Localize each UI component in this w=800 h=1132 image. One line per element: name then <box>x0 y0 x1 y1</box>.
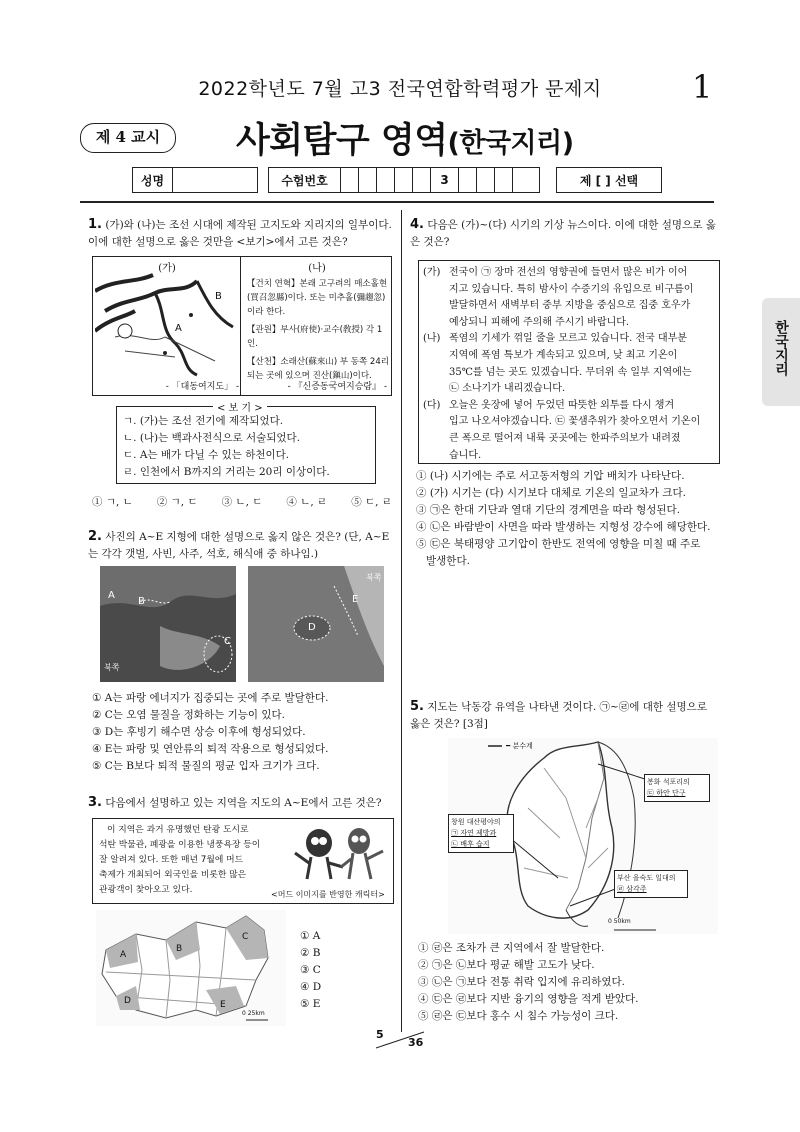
question-2 <box>88 528 394 563</box>
map-label-b: B <box>176 944 183 954</box>
news-tag: (가) <box>423 267 441 278</box>
choice-2[interactable]: ② (가) 시기는 (다) 시기보다 대체로 기온의 일교차가 크다. <box>416 487 686 499</box>
question-number: 5. <box>410 699 424 714</box>
book-excerpt <box>247 277 391 383</box>
side-tab-label: 한국지리 <box>773 320 789 376</box>
callout-busan <box>614 870 688 898</box>
book-line: 되는 곳에 있으며 진산(鎭山)이다. <box>247 371 372 381</box>
news-line: 습니다. <box>449 449 482 461</box>
map-scale: 0 50km <box>608 918 631 925</box>
exam-number-cell[interactable] <box>359 168 377 192</box>
news-line: 발달하면서 새벽부터 중부 지방을 중심으로 집중 호우가 <box>449 300 691 312</box>
callout-line: ㉢ 하안 단구 <box>647 789 686 797</box>
question-4 <box>410 216 720 251</box>
map-legend: ━ 분수계 <box>506 742 533 750</box>
choice-3[interactable]: ③ ㉡은 ㉠보다 전통 취락 입지에 유리하였다. <box>418 976 626 988</box>
callout-line: ㉡ 배후 습지 <box>451 840 490 848</box>
choice-3[interactable]: ③ D는 후빙기 해수면 상승 이후에 형성되었다. <box>92 726 306 738</box>
news-tag: (나) <box>423 333 441 345</box>
choice-2[interactable]: ② C는 오염 물질을 정화하는 기능이 있다. <box>92 709 285 721</box>
question-3 <box>88 794 394 812</box>
description-line: 이 지역은 과거 유명했던 탄광 도시로 <box>107 825 249 835</box>
q1-source-box <box>92 256 392 396</box>
news-body <box>449 265 693 331</box>
period-badge: 제 4 교시 <box>80 123 176 153</box>
map-label-ga: (가) <box>158 263 176 274</box>
aerial-photo-1 <box>100 566 236 682</box>
subject-main: 사회탐구 영역 <box>236 121 448 161</box>
choice-1[interactable]: ① ㉣은 조차가 큰 지역에서 잘 발달한다. <box>418 942 605 954</box>
map-label-d: D <box>124 996 131 1006</box>
q3-choices <box>300 928 360 1013</box>
news-line: 전국이 ㉠ 장마 전선의 영향권에 들면서 많은 비가 이어 <box>449 267 688 278</box>
q3-description <box>99 823 260 898</box>
book-line: 【건치 연혁】본래 고구려의 매소홀현 <box>247 279 388 289</box>
question-1 <box>88 216 394 251</box>
book-line: (買召忽縣)이다. 또는 미추홀(彌趨忽) <box>247 293 386 303</box>
north-marker: 북쪽 <box>366 573 382 582</box>
question-stem: 지도는 낙동강 유역을 나타낸 것이다. ㉠~㉣에 대한 설명으로 옳은 것은? [3점] <box>410 701 707 730</box>
question-5 <box>410 698 720 733</box>
news-line: 지역에 폭염 특보가 계속되고 있으며, 낮 최고 기온이 <box>449 349 678 361</box>
choice-5[interactable]: ⑤ E <box>300 998 321 1010</box>
bogi-item: ㄴ. (나)는 백과사전식으로 서술되었다. <box>123 432 301 444</box>
choice-4[interactable]: ④ ㉡은 바람받이 사면을 따라 발생하는 지형성 강수에 해당한다. <box>416 521 711 533</box>
map-point-b: B <box>215 291 222 302</box>
choice-1[interactable]: ① A <box>300 930 321 942</box>
choice-1[interactable]: ① (나) 시기에는 주로 서고동저형의 기압 배치가 나타난다. <box>416 470 685 482</box>
geography-book-panel <box>243 257 391 395</box>
question-stem: 다음은 (가)~(다) 시기의 기상 뉴스이다. 이에 대한 설명으로 옳은 것은? <box>410 219 716 248</box>
exam-number-box <box>268 167 540 193</box>
question-stem: (가)와 (나)는 조선 시대에 제작된 고지도와 지리지의 일부이다. 이에 대한 설명으로 옳은 것만을 <보기>에서 고른 것은? <box>88 219 392 248</box>
description-line: 관광객이 찾아오고 있다. <box>99 885 193 895</box>
news-line: 35℃를 넘는 곳도 있겠습니다. 무더위 속 일부 지역에는 <box>449 366 692 378</box>
exam-number-cell[interactable] <box>377 168 395 192</box>
news-item <box>423 398 715 464</box>
daedong-map <box>95 271 239 379</box>
choice-2[interactable]: ② B <box>300 947 321 959</box>
news-line: 지고 있습니다. 특히 밤사이 수증기의 유입으로 비구름이 <box>449 283 694 295</box>
bogi-title: < 보 기 > <box>213 399 267 414</box>
choice-3[interactable]: ③ C <box>300 964 321 976</box>
book-label-na: (나) <box>308 263 326 274</box>
map-scale: 0 25km <box>242 1010 265 1017</box>
callout-line: 봉화 석포리의 <box>647 778 690 786</box>
bogi-item: ㄱ. (가)는 조선 전기에 제작되었다. <box>123 415 284 427</box>
q2-choices <box>92 690 392 775</box>
page-fraction <box>370 1030 430 1050</box>
news-item <box>423 331 715 397</box>
photo-label-b: B <box>138 596 145 607</box>
page-number: 1 <box>692 68 713 106</box>
description-line: 축제가 개최되어 외국인을 비롯한 많은 <box>99 870 247 880</box>
bogi-box <box>116 403 376 484</box>
callout-line: 창원 대산평야의 <box>451 818 501 826</box>
choice-1[interactable]: ① A는 파랑 에너지가 집중되는 곳에 주로 발달한다. <box>92 692 329 704</box>
news-line: 입고 나오셔야겠습니다. ㉢ 꽃샘추위가 찾아오면서 기온이 <box>449 416 701 428</box>
choice-5[interactable]: ⑤ ㄷ, ㄹ <box>351 496 392 508</box>
choice-4[interactable]: ④ E는 파랑 및 연안류의 퇴적 작용으로 형성되었다. <box>92 743 329 755</box>
map-caption: - 「대동여지도」 - <box>165 382 239 392</box>
question-number: 4. <box>410 217 424 232</box>
choice-label: 제 [ ] 선택 <box>579 173 639 188</box>
exam-title: 2022학년도 7월 고3 전국연합학력평가 문제지 <box>198 78 602 100</box>
choice-4[interactable]: ④ D <box>300 981 322 993</box>
callout-changwon <box>448 814 514 853</box>
choice-5[interactable]: ⑤ ㉢은 북태평양 고기압이 한반도 전역에 영향을 미칠 때 주로 <box>416 538 701 550</box>
subject-side-tab <box>762 298 800 406</box>
exam-number-fixed-digit: 3 <box>431 168 459 192</box>
province-map <box>96 910 286 1026</box>
name-box <box>132 167 258 193</box>
news-line: ㉡ 소나기가 내리겠습니다. <box>449 383 566 395</box>
news-body <box>449 398 700 464</box>
province-map-drawing <box>96 910 286 1026</box>
aerial-photo-2 <box>248 566 384 682</box>
callout-line: ㉠ 자연 제방과 <box>451 829 497 837</box>
photo-label-d: D <box>308 622 316 633</box>
exam-number-cell[interactable] <box>459 168 477 192</box>
exam-number-label: 수험번호 <box>269 168 341 192</box>
news-tag: (다) <box>423 399 441 411</box>
north-marker: 북쪽 <box>104 663 120 672</box>
choice-3[interactable]: ③ ㄴ, ㄷ <box>221 496 263 508</box>
choice-5[interactable]: ⑤ C는 B보다 퇴적 물질의 평균 입자 크기가 크다. <box>92 760 320 772</box>
question-number: 3. <box>88 795 102 810</box>
news-line: 폭염의 기세가 꺾일 줄을 모르고 있습니다. 전국 대부분 <box>449 333 687 345</box>
name-label: 성명 <box>133 168 173 192</box>
choice-2[interactable]: ② ㉠은 ㉡보다 평균 해발 고도가 낮다. <box>418 959 595 971</box>
choice-4[interactable]: ④ ㉢은 ㉣보다 지반 융기의 영향을 적게 받았다. <box>418 993 639 1005</box>
mud-mascot-illustration <box>289 823 389 885</box>
total-pages: 36 <box>408 1036 424 1049</box>
old-map-panel <box>93 257 241 395</box>
exam-number-cell[interactable] <box>341 168 359 192</box>
question-stem: 다음에서 설명하고 있는 지역을 지도의 A~E에서 고른 것은? <box>105 797 382 809</box>
question-number: 1. <box>88 217 102 232</box>
question-stem: 사진의 A~E 지형에 대한 설명으로 옳지 않은 것은? (단, A~E는 각각 갯벌, 사빈, 사주, 석호, 해식애 중 하나임.) <box>88 531 390 560</box>
choice-1[interactable]: ① ㄱ, ㄴ <box>92 496 133 508</box>
callout-line: 부산 을숙도 일대의 <box>617 874 676 882</box>
choice-4[interactable]: ④ ㄴ, ㄹ <box>286 496 328 508</box>
q4-choices <box>416 468 726 570</box>
description-line: 석탄 박물관, 폐광을 이용한 냉풍욕장 등이 <box>99 840 261 850</box>
bogi-items <box>123 413 330 481</box>
subject-title <box>236 113 574 163</box>
map-point-a: A <box>175 323 182 334</box>
description-line: 잘 알려져 있다. 또한 매년 7월에 머드 <box>99 855 244 865</box>
weather-news <box>423 265 715 464</box>
exam-number-cell[interactable] <box>495 168 513 192</box>
news-line: 큰 폭으로 떨어져 내륙 곳곳에는 한파주의보가 내려졌 <box>449 432 681 444</box>
map-label-a: A <box>120 950 127 960</box>
aerial-photo-2-drawing <box>248 566 384 682</box>
q3-description-box <box>92 818 394 904</box>
name-field[interactable] <box>173 168 257 192</box>
column-divider <box>401 210 402 1032</box>
header-rule <box>80 201 714 203</box>
choice-5-continued: 발생한다. <box>416 555 470 567</box>
mascot-caption: <머드 이미지를 반영한 캐릭터> <box>271 890 385 899</box>
weather-news-box <box>418 260 720 464</box>
aerial-photo-1-drawing <box>100 566 236 682</box>
photo-label-e: E <box>352 594 359 605</box>
photo-label-a: A <box>108 590 115 601</box>
exam-number-cell[interactable] <box>513 168 531 192</box>
q5-choices <box>418 940 718 1025</box>
map-label-c: C <box>242 932 249 942</box>
choice-2[interactable]: ② ㄱ, ㄷ <box>156 496 198 508</box>
q1-choices <box>92 494 392 511</box>
book-line: 【산천】소래산(蘇來山) 부 동쪽 24리 <box>247 357 389 367</box>
choice-3[interactable]: ③ ㉠은 한대 기단과 열대 기단의 경계면을 따라 형성된다. <box>416 504 681 516</box>
nakdong-basin-map <box>448 738 718 934</box>
bogi-item: ㄷ. A는 배가 다닐 수 있는 하천이다. <box>123 449 290 461</box>
exam-number-cell[interactable] <box>413 168 431 192</box>
callout-bonghwa <box>644 774 710 802</box>
choice-box <box>556 167 662 193</box>
bogi-item: ㄹ. 인천에서 B까지의 거리는 20리 이상이다. <box>123 466 330 478</box>
news-body <box>449 331 692 397</box>
exam-number-cell[interactable] <box>477 168 495 192</box>
callout-line: ㉣ 삼각주 <box>617 885 647 893</box>
book-caption: - 『신증동국여지승람』 - <box>287 382 387 392</box>
question-number: 2. <box>88 529 102 544</box>
exam-number-cell[interactable] <box>395 168 413 192</box>
choice-5[interactable]: ⑤ ㉣은 ㉢보다 홍수 시 침수 가능성이 크다. <box>418 1010 619 1022</box>
book-line: 【관원】부사(府使)·교수(敎授) 각 1인. <box>247 325 383 349</box>
subject-sub: (한국지리) <box>447 128 574 159</box>
news-line: 예상되니 피해에 주의해 주시기 바랍니다. <box>449 316 630 328</box>
map-label-e: E <box>220 1000 226 1010</box>
news-line: 오늘은 옷장에 넣어 두었던 따뜻한 외투를 다시 챙겨 <box>449 399 675 411</box>
book-line: 이라 한다. <box>247 307 286 317</box>
photo-label-c: C <box>224 636 231 647</box>
news-item <box>423 265 715 331</box>
current-page: 5 <box>376 1028 384 1041</box>
